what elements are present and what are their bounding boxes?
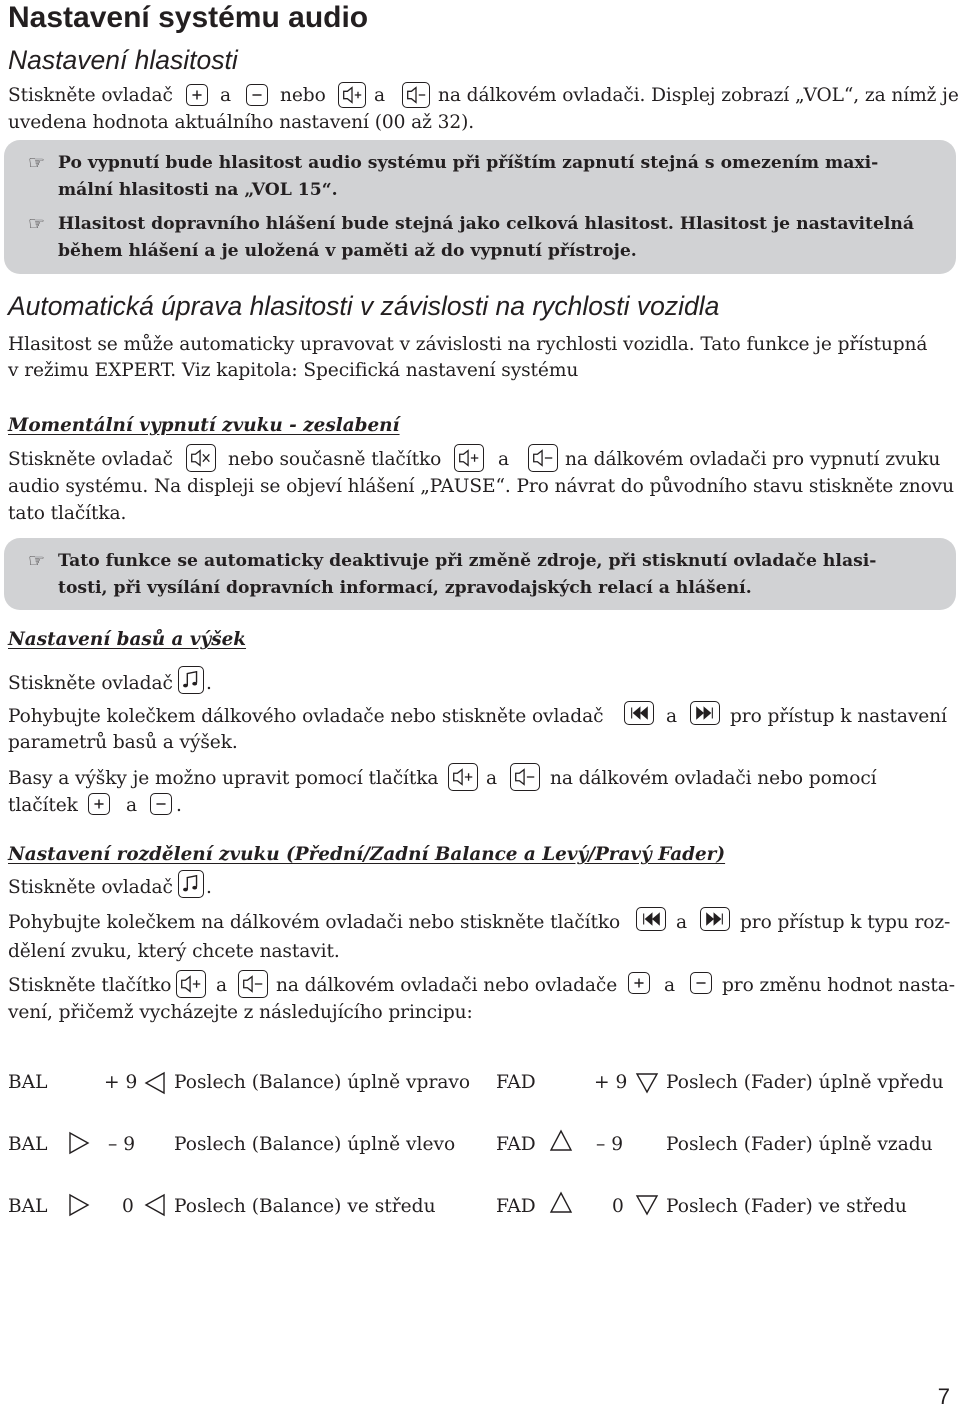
text: a [486, 768, 497, 789]
volume-notes-box [4, 140, 956, 274]
text: tlačítek [8, 795, 78, 816]
text: . [206, 877, 212, 898]
previous-track-icon [624, 701, 654, 725]
text: pro přístup k nastavení [730, 706, 947, 727]
bal-label: BAL [8, 1196, 48, 1217]
bal-description: Poslech (Balance) ve středu [174, 1196, 436, 1217]
mute-note-box [4, 538, 956, 610]
note-text: během hlášení a je uložená v paměti až do vypnutí přístroje. [58, 241, 637, 261]
text: a [220, 85, 231, 106]
text: a [664, 975, 675, 996]
mute-line2: audio systému. Na displeji se objeví hlášení „PAUSE“. Pro návrat do původního stavu stiskněte znovu [8, 476, 954, 497]
pointing-hand-icon: ☞ [28, 550, 46, 572]
pointing-hand-icon: ☞ [28, 152, 46, 174]
bal-value: + 9 [104, 1072, 138, 1093]
text: pro přístup k typu roz- [740, 912, 951, 933]
text: Pohybujte kolečkem na dálkovém ovladači nebo stiskněte tlačítko [8, 912, 621, 933]
text: na dálkovém ovladači pro vypnutí zvuku [565, 449, 941, 470]
minus-button-icon [150, 793, 172, 815]
triangle-right-icon [66, 1130, 92, 1156]
minus-button-icon [690, 972, 712, 994]
next-track-icon [700, 907, 730, 931]
text: . [176, 795, 182, 816]
text: a [676, 912, 687, 933]
note-text: tosti, při vysílání dopravních informací, zpravodajských relací a hlášení. [58, 578, 752, 598]
volume-down-icon [238, 970, 268, 998]
text: na dálkovém ovladači nebo pomocí [550, 768, 877, 789]
auto-volume-heading: Automatická úprava hlasitosti v závislosti na rychlosti vozidla [8, 291, 720, 321]
balance-heading: Nastavení rozdělení zvuku (Přední/Zadní Balance a Levý/Pravý Fader) [8, 844, 726, 865]
text: a [216, 975, 227, 996]
music-note-icon [178, 666, 204, 694]
auto-volume-line1: Hlasitost se může automaticky upravovat v závislosti na rychlosti vozidla. Tato funkce je přístupná [8, 334, 928, 355]
bal-value: – 9 [108, 1134, 136, 1155]
balance-line3: dělení zvuku, který chcete nastavit. [8, 941, 340, 962]
bass-heading: Nastavení basů a výšek [8, 629, 247, 650]
triangle-up-icon [548, 1128, 574, 1154]
bal-description: Poslech (Balance) úplně vpravo [174, 1072, 471, 1093]
note-text: Hlasitost dopravního hlášení bude stejná jako celková hlasitost. Hlasitost je nastavitelná [58, 214, 915, 234]
balance-line5: vení, přičemž vycházejte z následujícího principu: [8, 1002, 473, 1023]
volume-up-icon [176, 970, 206, 998]
volume-up-icon [454, 444, 484, 472]
volume-down-icon [510, 763, 540, 791]
pointing-hand-icon: ☞ [28, 213, 46, 235]
fad-label: FAD [496, 1072, 536, 1093]
mute-line3: tato tlačítka. [8, 503, 127, 524]
text: Stiskněte ovladač [8, 673, 173, 694]
fad-label: FAD [496, 1134, 536, 1155]
text: na dálkovém ovladači nebo ovladače [276, 975, 618, 996]
page-number: 7 [937, 1384, 950, 1409]
triangle-left-icon [142, 1192, 168, 1218]
text: a [374, 85, 385, 106]
next-track-icon [690, 701, 720, 725]
triangle-right-icon [66, 1192, 92, 1218]
plus-button-icon [88, 793, 110, 815]
page-title: Nastavení systému audio [8, 1, 369, 34]
plus-button-icon [628, 972, 650, 994]
triangle-left-icon [142, 1070, 168, 1096]
mute-heading: Momentální vypnutí zvuku - zeslabení [8, 415, 400, 436]
volume-paragraph-line2: uvedena hodnota aktuálního nastavení (00 až 32). [8, 112, 475, 133]
text: a [126, 795, 137, 816]
balance-fader-table [0, 1070, 960, 1230]
note-text: Tato funkce se automaticky deaktivuje při změně zdroje, při stisknutí ovladače hlasi- [58, 551, 877, 571]
text: na dálkovém ovladači. Displej zobrazí „VOL“, za nímž je [438, 85, 959, 106]
fad-value: – 9 [596, 1134, 624, 1155]
text: Stiskněte ovladač [8, 85, 173, 106]
minus-button-icon [246, 84, 268, 106]
fad-description: Poslech (Fader) ve středu [666, 1196, 907, 1217]
triangle-down-icon [634, 1070, 660, 1096]
auto-volume-line2: v režimu EXPERT. Viz kapitola: Specifická nastavení systému [8, 360, 579, 381]
text: a [666, 706, 677, 727]
bal-description: Poslech (Balance) úplně vlevo [174, 1134, 456, 1155]
volume-down-icon [402, 82, 430, 108]
text: Stiskněte ovladač [8, 877, 173, 898]
volume-up-icon [448, 763, 478, 791]
text: . [206, 673, 212, 694]
triangle-down-icon [634, 1192, 660, 1218]
text: nebo současně tlačítko [228, 449, 442, 470]
volume-up-icon [338, 82, 366, 108]
text: Pohybujte kolečkem dálkového ovladače nebo stiskněte ovladač [8, 706, 604, 727]
note-text: Po vypnutí bude hlasitost audio systému při příštím zapnutí stejná s omezením maxi- [58, 153, 879, 173]
triangle-up-icon [548, 1190, 574, 1216]
text: pro změnu hodnot nasta- [722, 975, 955, 996]
fad-description: Poslech (Fader) úplně vzadu [666, 1134, 933, 1155]
text: a [498, 449, 509, 470]
fad-value: 0 [612, 1196, 624, 1217]
fad-description: Poslech (Fader) úplně vpředu [666, 1072, 944, 1093]
fad-label: FAD [496, 1196, 536, 1217]
bal-label: BAL [8, 1134, 48, 1155]
mute-icon [186, 444, 216, 472]
music-note-icon [178, 870, 204, 898]
bal-value: 0 [122, 1196, 134, 1217]
text: nebo [280, 85, 326, 106]
text: Stiskněte ovladač [8, 449, 173, 470]
volume-heading: Nastavení hlasitosti [8, 45, 238, 75]
bal-label: BAL [8, 1072, 48, 1093]
volume-down-icon [528, 444, 558, 472]
bass-line3: parametrů basů a výšek. [8, 732, 238, 753]
previous-track-icon [636, 907, 666, 931]
note-text: mální hlasitosti na „VOL 15“. [58, 180, 338, 200]
fad-value: + 9 [594, 1072, 628, 1093]
text: Stiskněte tlačítko [8, 975, 172, 996]
text: Basy a výšky je možno upravit pomocí tlačítka [8, 768, 439, 789]
plus-button-icon [186, 84, 208, 106]
